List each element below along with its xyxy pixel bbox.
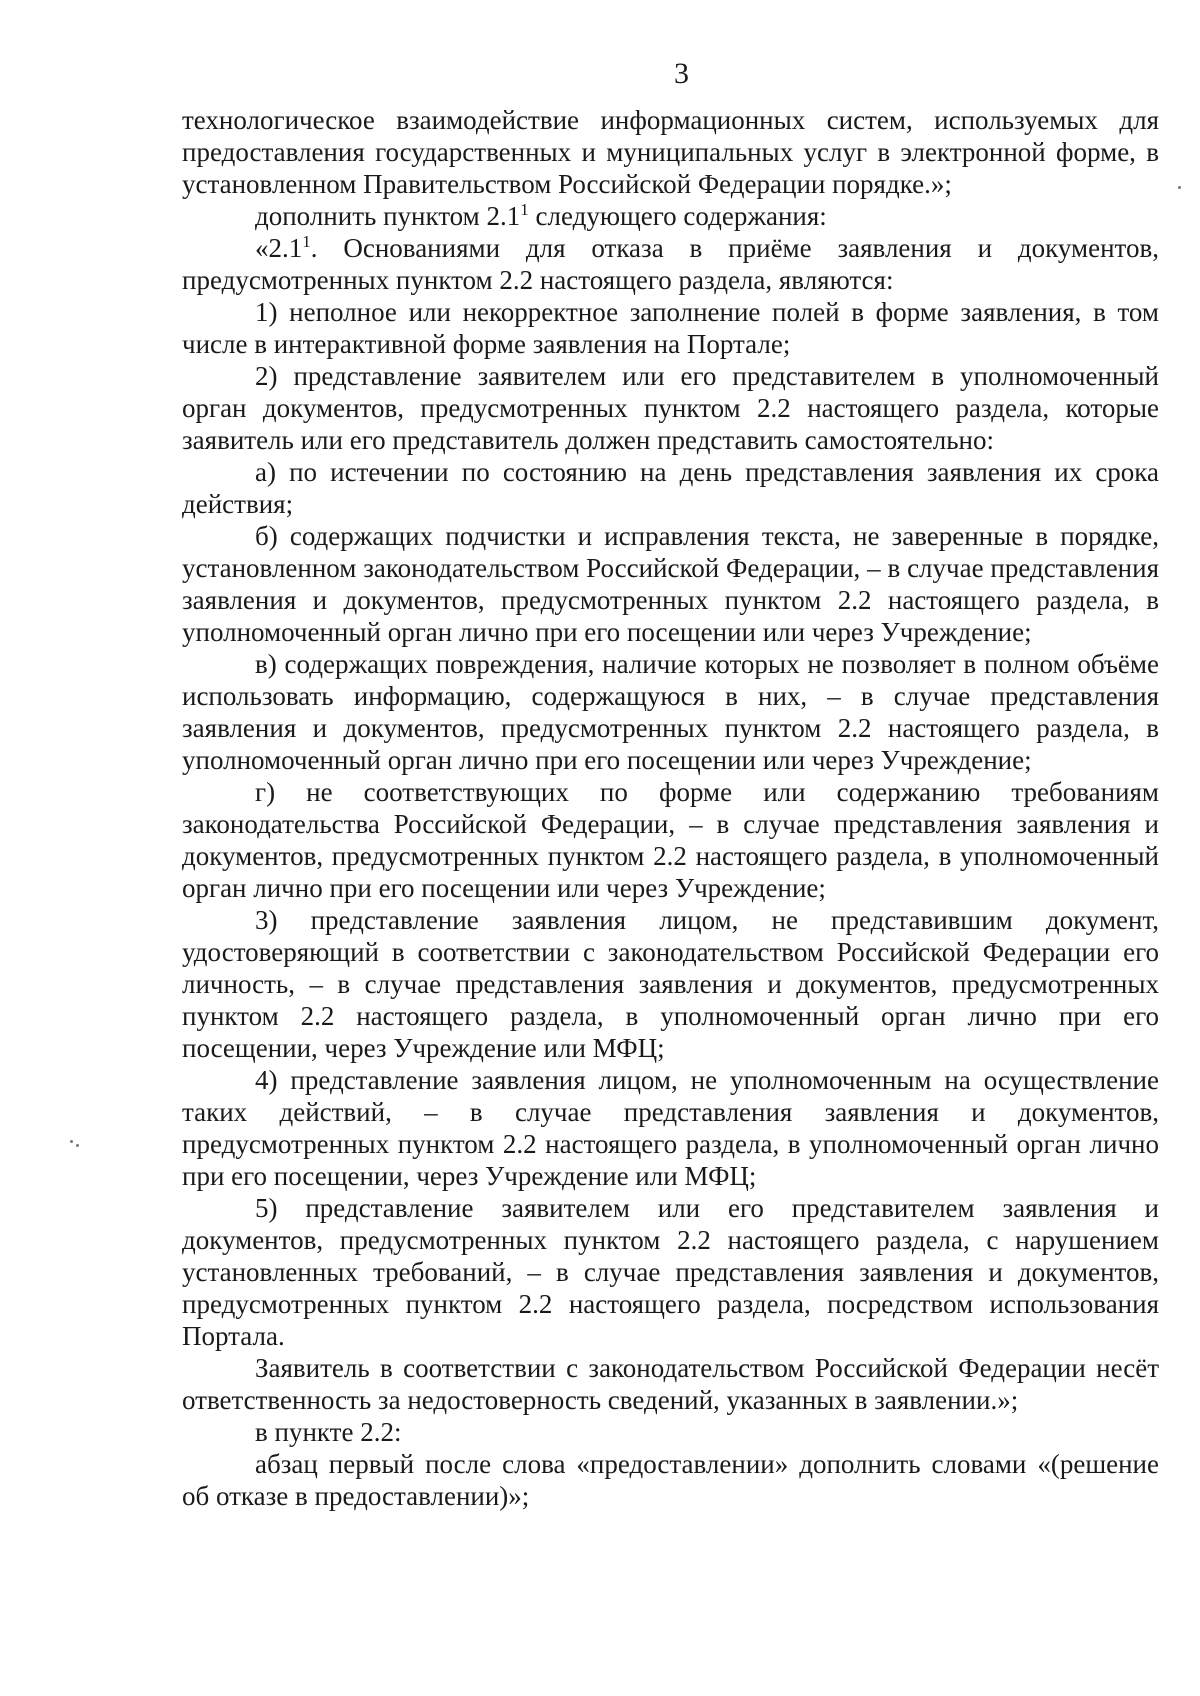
scan-speck (1178, 186, 1181, 189)
list-item-1: 1) неполное или некорректное заполнение полей в форме заявления, в том числе в интерактивной форме заявления на Портале; (182, 297, 1159, 359)
clause-heading-text: . Основаниями для отказа в приёме заявления и документов, предусмотренных пунктом 2.2 настоящего раздела, являются: (182, 233, 1159, 295)
scan-speck (70, 1140, 73, 1143)
list-item-3: 3) представление заявления лицом, не представившим документ, удостоверяющий в соответствии с законодательством Российской Федерации его личность, – в случае представления заявления и документов, предусмотренных пунктом 2.2 настоящего раздела, в уполномоченный орган лично при его посещении, через Учреждение или МФЦ; (182, 905, 1159, 1063)
paragraph-point-2-2: в пункте 2.2: (255, 1417, 402, 1447)
paragraph-clause-heading (182, 232, 1159, 296)
sub-item-a: а) по истечении по состоянию на день представления заявления их срока действия; (182, 457, 1159, 519)
sub-item-g: г) не соответствующих по форме или содержанию требованиям законодательства Российской Федерации, – в случае представления заявления и документов, предусмотренных пунктом 2.2 настоящего раздела, в уполномоченный орган лично при его посещении или через Учреждение; (182, 777, 1159, 903)
paragraph-responsibility: Заявитель в соответствии с законодательством Российской Федерации несёт ответственность за недостоверность сведений, указанных в заявлении.»; (182, 1353, 1159, 1415)
paragraph-first-abzac: абзац первый после слова «предоставлении» дополнить словами «(решение об отказе в предоставлении)»; (182, 1449, 1159, 1511)
paragraph-continuation: технологическое взаимодействие информационных систем, используемых для предоставления государственных и муниципальных услуг в электронной форме, в установленном Правительством Российской Федерации порядке.»; (182, 105, 1159, 199)
page-number: 3 (674, 57, 689, 90)
sub-item-b: б) содержащих подчистки и исправления текста, не заверенные в порядке, установленном законодательством Российской Федерации, – в случае представления заявления и документов, предусмотренных пунктом 2.2 настоящего раздела, в уполномоченный орган лично при его посещении или через Учреждение; (182, 521, 1159, 647)
list-item-5: 5) представление заявителем или его представителем заявления и документов, предусмотренных пунктом 2.2 настоящего раздела, с нарушением установленных требований, – в случае представления заявления и документов, предусмотренных пунктом 2.2 настоящего раздела, посредством использования Портала. (182, 1193, 1159, 1351)
superscript-index: 1 (520, 200, 529, 219)
clause-heading-number: «2.1 (255, 233, 303, 263)
paragraph-add-clause-tail: следующего содержания: (528, 201, 827, 231)
list-item-4: 4) представление заявления лицом, не уполномоченным на осуществление таких действий, – в случае представления заявления и документов, предусмотренных пунктом 2.2 настоящего раздела, в уполномоченный орган лично при его посещении, через Учреждение или МФЦ; (182, 1065, 1159, 1191)
paragraph-add-clause-text: дополнить пунктом 2.1 (255, 201, 521, 231)
sub-item-v: в) содержащих повреждения, наличие которых не позволяет в полном объёме использовать информацию, содержащуюся в них, – в случае представления заявления и документов, предусмотренных пунктом 2.2 настоящего раздела, в уполномоченный орган лично при его посещении или через Учреждение; (182, 649, 1159, 775)
document-body (182, 104, 1159, 1512)
scan-speck (76, 1144, 79, 1147)
paragraph-add-clause (182, 200, 1159, 232)
list-item-2: 2) представление заявителем или его представителем в уполномоченный орган документов, предусмотренных пунктом 2.2 настоящего раздела, которые заявитель или его представитель должен представить самостоятельно: (182, 361, 1159, 455)
superscript-index: 1 (302, 232, 311, 251)
